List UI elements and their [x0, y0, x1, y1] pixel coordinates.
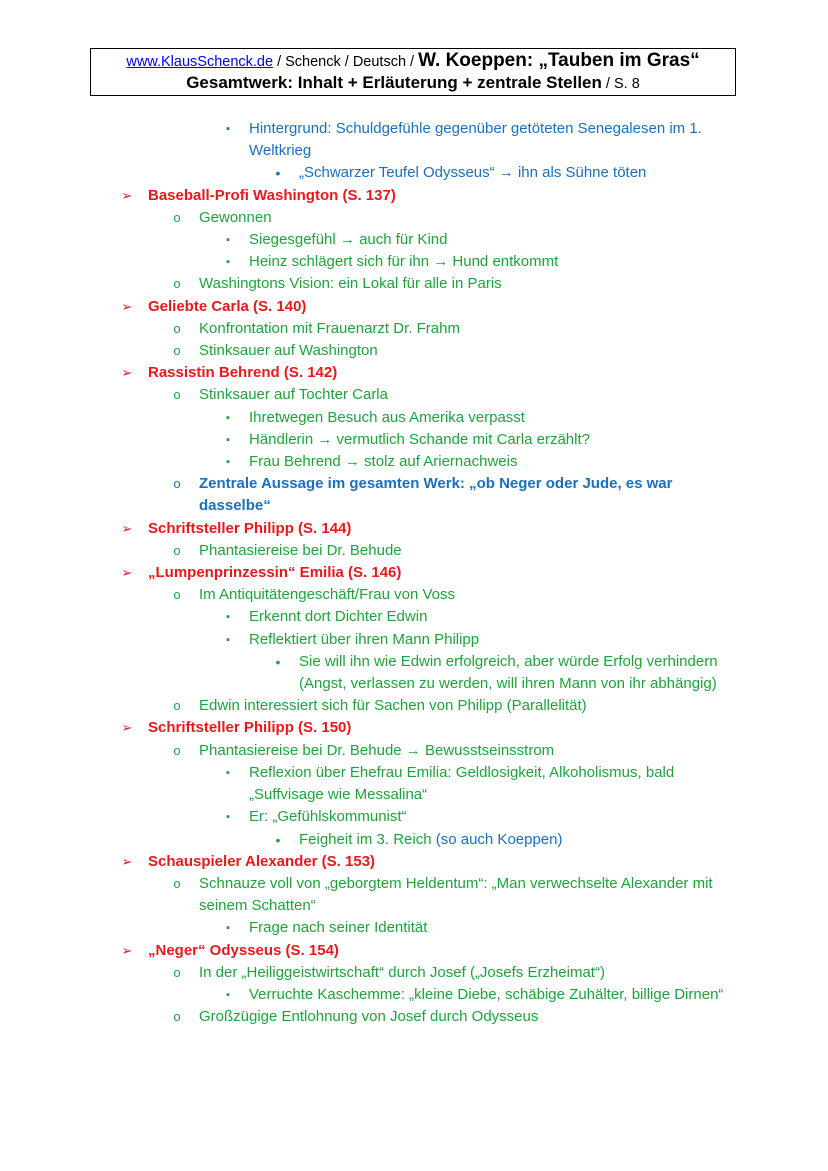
- list-item-text: Heinz schlägert sich für ihn → Hund entkommt: [249, 253, 559, 271]
- list-item: [0, 606, 828, 628]
- square-bullet-icon: ▪: [226, 922, 230, 935]
- list-item-text: Ihretwegen Besuch aus Amerika verpasst: [249, 408, 525, 426]
- list-item-text: Sie will ihn wie Edwin erfolgreich, aber würde Erfolg verhindern (Angst, verlassen zu werden, will ihren Mann von ihr abhängig): [299, 652, 718, 693]
- list-item: [0, 407, 828, 429]
- list-item-text: „Lumpenprinzessin“ Emilia (S. 146): [148, 564, 402, 582]
- square-bullet-icon: ▪: [226, 766, 230, 779]
- list-item: [0, 451, 828, 473]
- section-heading: [0, 296, 828, 318]
- document-header: [90, 48, 736, 96]
- list-item-text: Schnauze voll von „geborgtem Heldentum“: „Man verwechselte Alexander mit seinem Schatten“: [199, 874, 713, 915]
- list-item-text: Reflexion über Ehefrau Emilia: Geldlosigkeit, Alkoholismus, bald „Suffvisage wie Messalina“: [249, 763, 675, 804]
- circle-bullet-icon: o: [173, 209, 181, 225]
- circle-bullet-icon: o: [173, 1009, 181, 1025]
- square-bullet-icon: ▪: [226, 633, 230, 646]
- list-item-text: Edwin interessiert sich für Sachen von Philipp (Parallelität): [199, 697, 587, 715]
- list-item: [0, 229, 828, 251]
- list-item: [0, 584, 828, 606]
- list-item-text: Feigheit im 3. Reich (so auch Koeppen): [299, 830, 563, 848]
- circle-bullet-icon: o: [173, 387, 181, 403]
- list-item-text: Erkennt dort Dichter Edwin: [249, 608, 428, 626]
- list-item-text: Schriftsteller Philipp (S. 144): [148, 519, 352, 537]
- circle-bullet-icon: o: [173, 698, 181, 714]
- work-title: W. Koeppen: „Tauben im Gras“: [418, 50, 700, 71]
- list-item: [0, 429, 828, 451]
- list-item-text: Stinksauer auf Tochter Carla: [199, 386, 388, 404]
- list-item: [0, 318, 828, 340]
- list-item-text: Händlerin → vermutlich Schande mit Carla erzählt?: [249, 430, 590, 448]
- square-bullet-icon: ▪: [226, 411, 230, 424]
- list-item-text: Siegesgefühl → auch für Kind: [249, 231, 448, 249]
- dot-bullet-icon: •: [275, 831, 281, 848]
- circle-bullet-icon: o: [173, 875, 181, 891]
- square-bullet-icon: ▪: [226, 456, 230, 469]
- list-item: [0, 651, 828, 695]
- list-item: [0, 695, 828, 717]
- list-item-text: Baseball-Profi Washington (S. 137): [148, 186, 396, 204]
- list-item-text: Hintergrund: Schuldgefühle gegenüber getöteten Senegalesen im 1. Weltkrieg: [249, 120, 702, 160]
- dot-bullet-icon: •: [275, 165, 281, 182]
- square-bullet-icon: ▪: [226, 611, 230, 624]
- section-heading: [0, 851, 828, 873]
- list-item: [0, 162, 828, 184]
- circle-bullet-icon: o: [173, 320, 181, 336]
- list-item: [0, 806, 828, 828]
- list-item-text: Rassistin Behrend (S. 142): [148, 364, 338, 382]
- list-item-text: Washingtons Vision: ein Lokal für alle in Paris: [199, 275, 502, 293]
- list-item-text: Verruchte Kaschemme: „kleine Diebe, schäbige Zuhälter, billige Dirnen“: [249, 985, 724, 1003]
- circle-bullet-icon: o: [173, 964, 181, 980]
- header-line-2: [91, 72, 735, 95]
- list-item-text: Phantasiereise bei Dr. Behude → Bewusstseinsstrom: [199, 741, 555, 759]
- section-heading: [0, 518, 828, 540]
- section-heading: [0, 185, 828, 207]
- section-heading: [0, 362, 828, 384]
- list-item-text: Schriftsteller Philipp (S. 150): [148, 719, 352, 737]
- list-item: [0, 829, 828, 851]
- list-item: [0, 384, 828, 406]
- list-item: [0, 251, 828, 273]
- circle-bullet-icon: o: [173, 276, 181, 292]
- list-item-text: Phantasiereise bei Dr. Behude: [199, 541, 402, 559]
- list-item: [0, 962, 828, 984]
- arrow-bullet-icon: ➢: [121, 720, 133, 736]
- arrow-bullet-icon: ➢: [121, 565, 133, 581]
- list-item: [0, 118, 828, 162]
- square-bullet-icon: ▪: [226, 234, 230, 247]
- circle-bullet-icon: o: [173, 742, 181, 758]
- list-item-text: Schauspieler Alexander (S. 153): [148, 852, 376, 870]
- list-item: [0, 540, 828, 562]
- arrow-bullet-icon: ➢: [121, 853, 133, 869]
- list-item-text: Frage nach seiner Identität: [249, 919, 428, 937]
- website-link[interactable]: www.KlausSchenck.de: [126, 54, 274, 70]
- list-item-text: Reflektiert über ihren Mann Philipp: [249, 630, 480, 648]
- list-item: [0, 740, 828, 762]
- list-item-text: Er: „Gefühlskommunist“: [249, 808, 407, 826]
- list-item-text: Im Antiquitätengeschäft/Frau von Voss: [199, 586, 455, 604]
- list-item-text: In der „Heiliggeistwirtschaft“ durch Josef („Josefs Erzheimat“): [199, 963, 605, 981]
- arrow-bullet-icon: ➢: [121, 365, 133, 381]
- list-item: [0, 762, 828, 806]
- arrow-bullet-icon: ➢: [121, 520, 133, 536]
- list-item: [0, 273, 828, 295]
- circle-bullet-icon: o: [173, 476, 181, 492]
- list-item: [0, 917, 828, 939]
- list-item-text: Konfrontation mit Frauenarzt Dr. Frahm: [199, 319, 460, 337]
- list-item: [0, 984, 828, 1006]
- header-subtitle: Gesamtwerk: Inhalt + Erläuterung + zentrale Stellen: [186, 73, 602, 92]
- outline-list: [0, 118, 828, 1028]
- list-item-text: Geliebte Carla (S. 140): [148, 297, 307, 315]
- list-item-text: Großzügige Entlohnung von Josef durch Odysseus: [199, 1008, 539, 1026]
- list-item-text: Stinksauer auf Washington: [199, 342, 378, 360]
- header-line-1: [91, 49, 735, 72]
- section-heading: [0, 562, 828, 584]
- arrow-bullet-icon: ➢: [121, 298, 133, 314]
- square-bullet-icon: ▪: [226, 433, 230, 446]
- square-bullet-icon: ▪: [226, 123, 230, 135]
- square-bullet-icon: ▪: [226, 811, 230, 824]
- section-heading: [0, 940, 828, 962]
- circle-bullet-icon: o: [173, 542, 181, 558]
- header-path: / Schenck / Deutsch /: [273, 54, 419, 70]
- dot-bullet-icon: •: [275, 653, 281, 670]
- list-item-text: „Schwarzer Teufel Odysseus“ → ihn als Sühne töten: [299, 164, 647, 182]
- list-item: [0, 1006, 828, 1028]
- arrow-bullet-icon: ➢: [121, 187, 133, 203]
- list-item-text: Gewonnen: [199, 208, 272, 226]
- list-item-text: Frau Behrend → stolz auf Ariernachweis: [249, 453, 518, 471]
- circle-bullet-icon: o: [173, 343, 181, 359]
- list-item: [0, 873, 828, 917]
- arrow-bullet-icon: ➢: [121, 942, 133, 958]
- square-bullet-icon: ▪: [226, 988, 230, 1001]
- circle-bullet-icon: o: [173, 587, 181, 603]
- list-item-text: „Neger“ Odysseus (S. 154): [148, 941, 339, 959]
- list-item: [0, 629, 828, 651]
- list-item-text: Zentrale Aussage im gesamten Werk: „ob Neger oder Jude, es war dasselbe“: [199, 475, 673, 515]
- section-heading: [0, 717, 828, 739]
- list-item: [0, 340, 828, 362]
- page-number: / S. 8: [601, 76, 640, 92]
- square-bullet-icon: ▪: [226, 256, 230, 269]
- list-item: [0, 473, 828, 517]
- list-item: [0, 207, 828, 229]
- list-item-note: (so auch Koeppen): [435, 830, 563, 848]
